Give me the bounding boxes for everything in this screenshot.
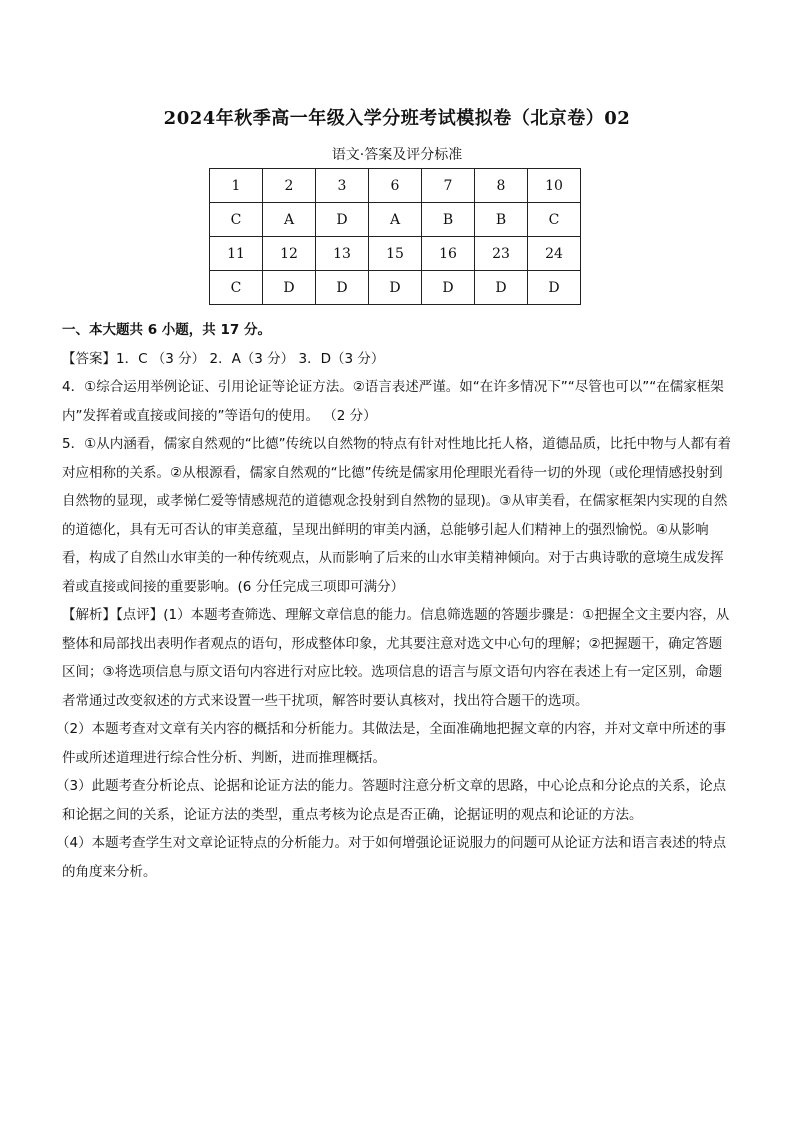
- table-cell: D: [369, 271, 422, 305]
- analysis-item-4: （4）本题考查学生对文章论证特点的分析能力。对于如何增强论证说服力的问题可从论证方法和语言表述的特点的角度来分析。: [56, 835, 727, 880]
- table-cell: 6: [369, 169, 422, 203]
- section-heading: 一、本大题共 6 小题，共 17 分。: [62, 322, 271, 338]
- analysis-intro: 【解析】【点评】(1）本题考查筛选、理解文章信息的能力。信息筛选题的答题步骤是：①把握全文主要内容，从整体和局部找出表明作者观点的语句，形成整体印象，尤其要注意对选文中心句的理解；②把握题干，确定答题区间；③将选项信息与原文语句内容进行对应比较。选项信息的语言与原文语句内容在表述上有一定区别，命题者常通过改变叙述的方式来设置一些干扰项，解答时要认真核对，找出符合题干的选项。: [62, 607, 730, 709]
- table-cell: 23: [475, 237, 528, 271]
- table-cell: 1: [210, 169, 263, 203]
- question-5-answer: 5．①从内涵看，儒家自然观的“比德”传统以自然物的特点有针对性地比托人格，道德品质，比托中物与人都有着对应相称的关系。②从根源看，儒家自然观的“比德”传统是儒家用伦理眼光看待一切的外现（或伦理情感投射到自然物的显现，或孝悌仁爱等情感规范的道德观念投射到自然物的显现)。③从审美看，在儒家框架内实现的自然的道德化，具有无可否认的审美意蕴，呈现出鲜明的审美内涵，总能够引起人们精神上的强烈愉悦。④从影响看，构成了自然山水审美的一种传统观点，从而影响了后来的山水审美精神倾向。对于古典诗歌的意境生成发挥着或直接或间接的重要影响。(6 分任完成三项即可满分）: [62, 436, 732, 595]
- table-cell: C: [528, 203, 581, 237]
- table-row: [210, 169, 581, 203]
- table-cell: 13: [316, 237, 369, 271]
- page-subtitle: 语文·答案及评分标准: [331, 147, 463, 163]
- table-cell: 12: [263, 237, 316, 271]
- answer-table-body: [210, 169, 581, 305]
- answer-line: 【答案】1．C （3 分） 2．A（3 分） 3．D（3 分）: [62, 350, 385, 367]
- table-cell: 11: [210, 237, 263, 271]
- table-row: [210, 271, 581, 305]
- table-cell: 8: [475, 169, 528, 203]
- analysis-item-2: （2）本题考查对文章有关内容的概括和分析能力。其做法是，全面准确地把握文章的内容，并对文章中所述的事件或所述道理进行综合性分析、判断，进而推理概括。: [56, 721, 727, 766]
- table-cell: C: [210, 203, 263, 237]
- table-cell: A: [369, 203, 422, 237]
- page-title: 2024年秋季高一年级入学分班考试模拟卷（北京卷）02: [163, 108, 631, 129]
- table-row: [210, 203, 581, 237]
- table-row: [210, 237, 581, 271]
- table-cell: D: [422, 271, 475, 305]
- table-cell: D: [263, 271, 316, 305]
- table-cell: D: [475, 271, 528, 305]
- table-cell: B: [475, 203, 528, 237]
- table-cell: A: [263, 203, 316, 237]
- table-cell: 16: [422, 237, 475, 271]
- table-cell: 3: [316, 169, 369, 203]
- table-cell: 24: [528, 237, 581, 271]
- analysis-item-3: （3）此题考查分析论点、论据和论证方法的能力。答题时注意分析文章的思路，中心论点和分论点的关系，论点和论据之间的关系，论证方法的类型，重点考核为论点是否正确，论据证明的观点和论证的方法。: [56, 778, 727, 823]
- table-cell: B: [422, 203, 475, 237]
- table-cell: D: [316, 271, 369, 305]
- table-cell: D: [316, 203, 369, 237]
- answer-body: [56, 316, 732, 886]
- table-cell: 7: [422, 169, 475, 203]
- table-cell: 10: [528, 169, 581, 203]
- question-4-answer: 4．①综合运用举例论证、引用论证等论证方法。②语言表述严谨。如“在许多情况下”“尽管也可以”“在儒家框架内”发挥着或直接或间接的”等语句的使用。 （2 分）: [62, 379, 724, 424]
- table-cell: 15: [369, 237, 422, 271]
- table-cell: D: [528, 271, 581, 305]
- answer-table: [209, 168, 581, 305]
- table-cell: 2: [263, 169, 316, 203]
- table-cell: C: [210, 271, 263, 305]
